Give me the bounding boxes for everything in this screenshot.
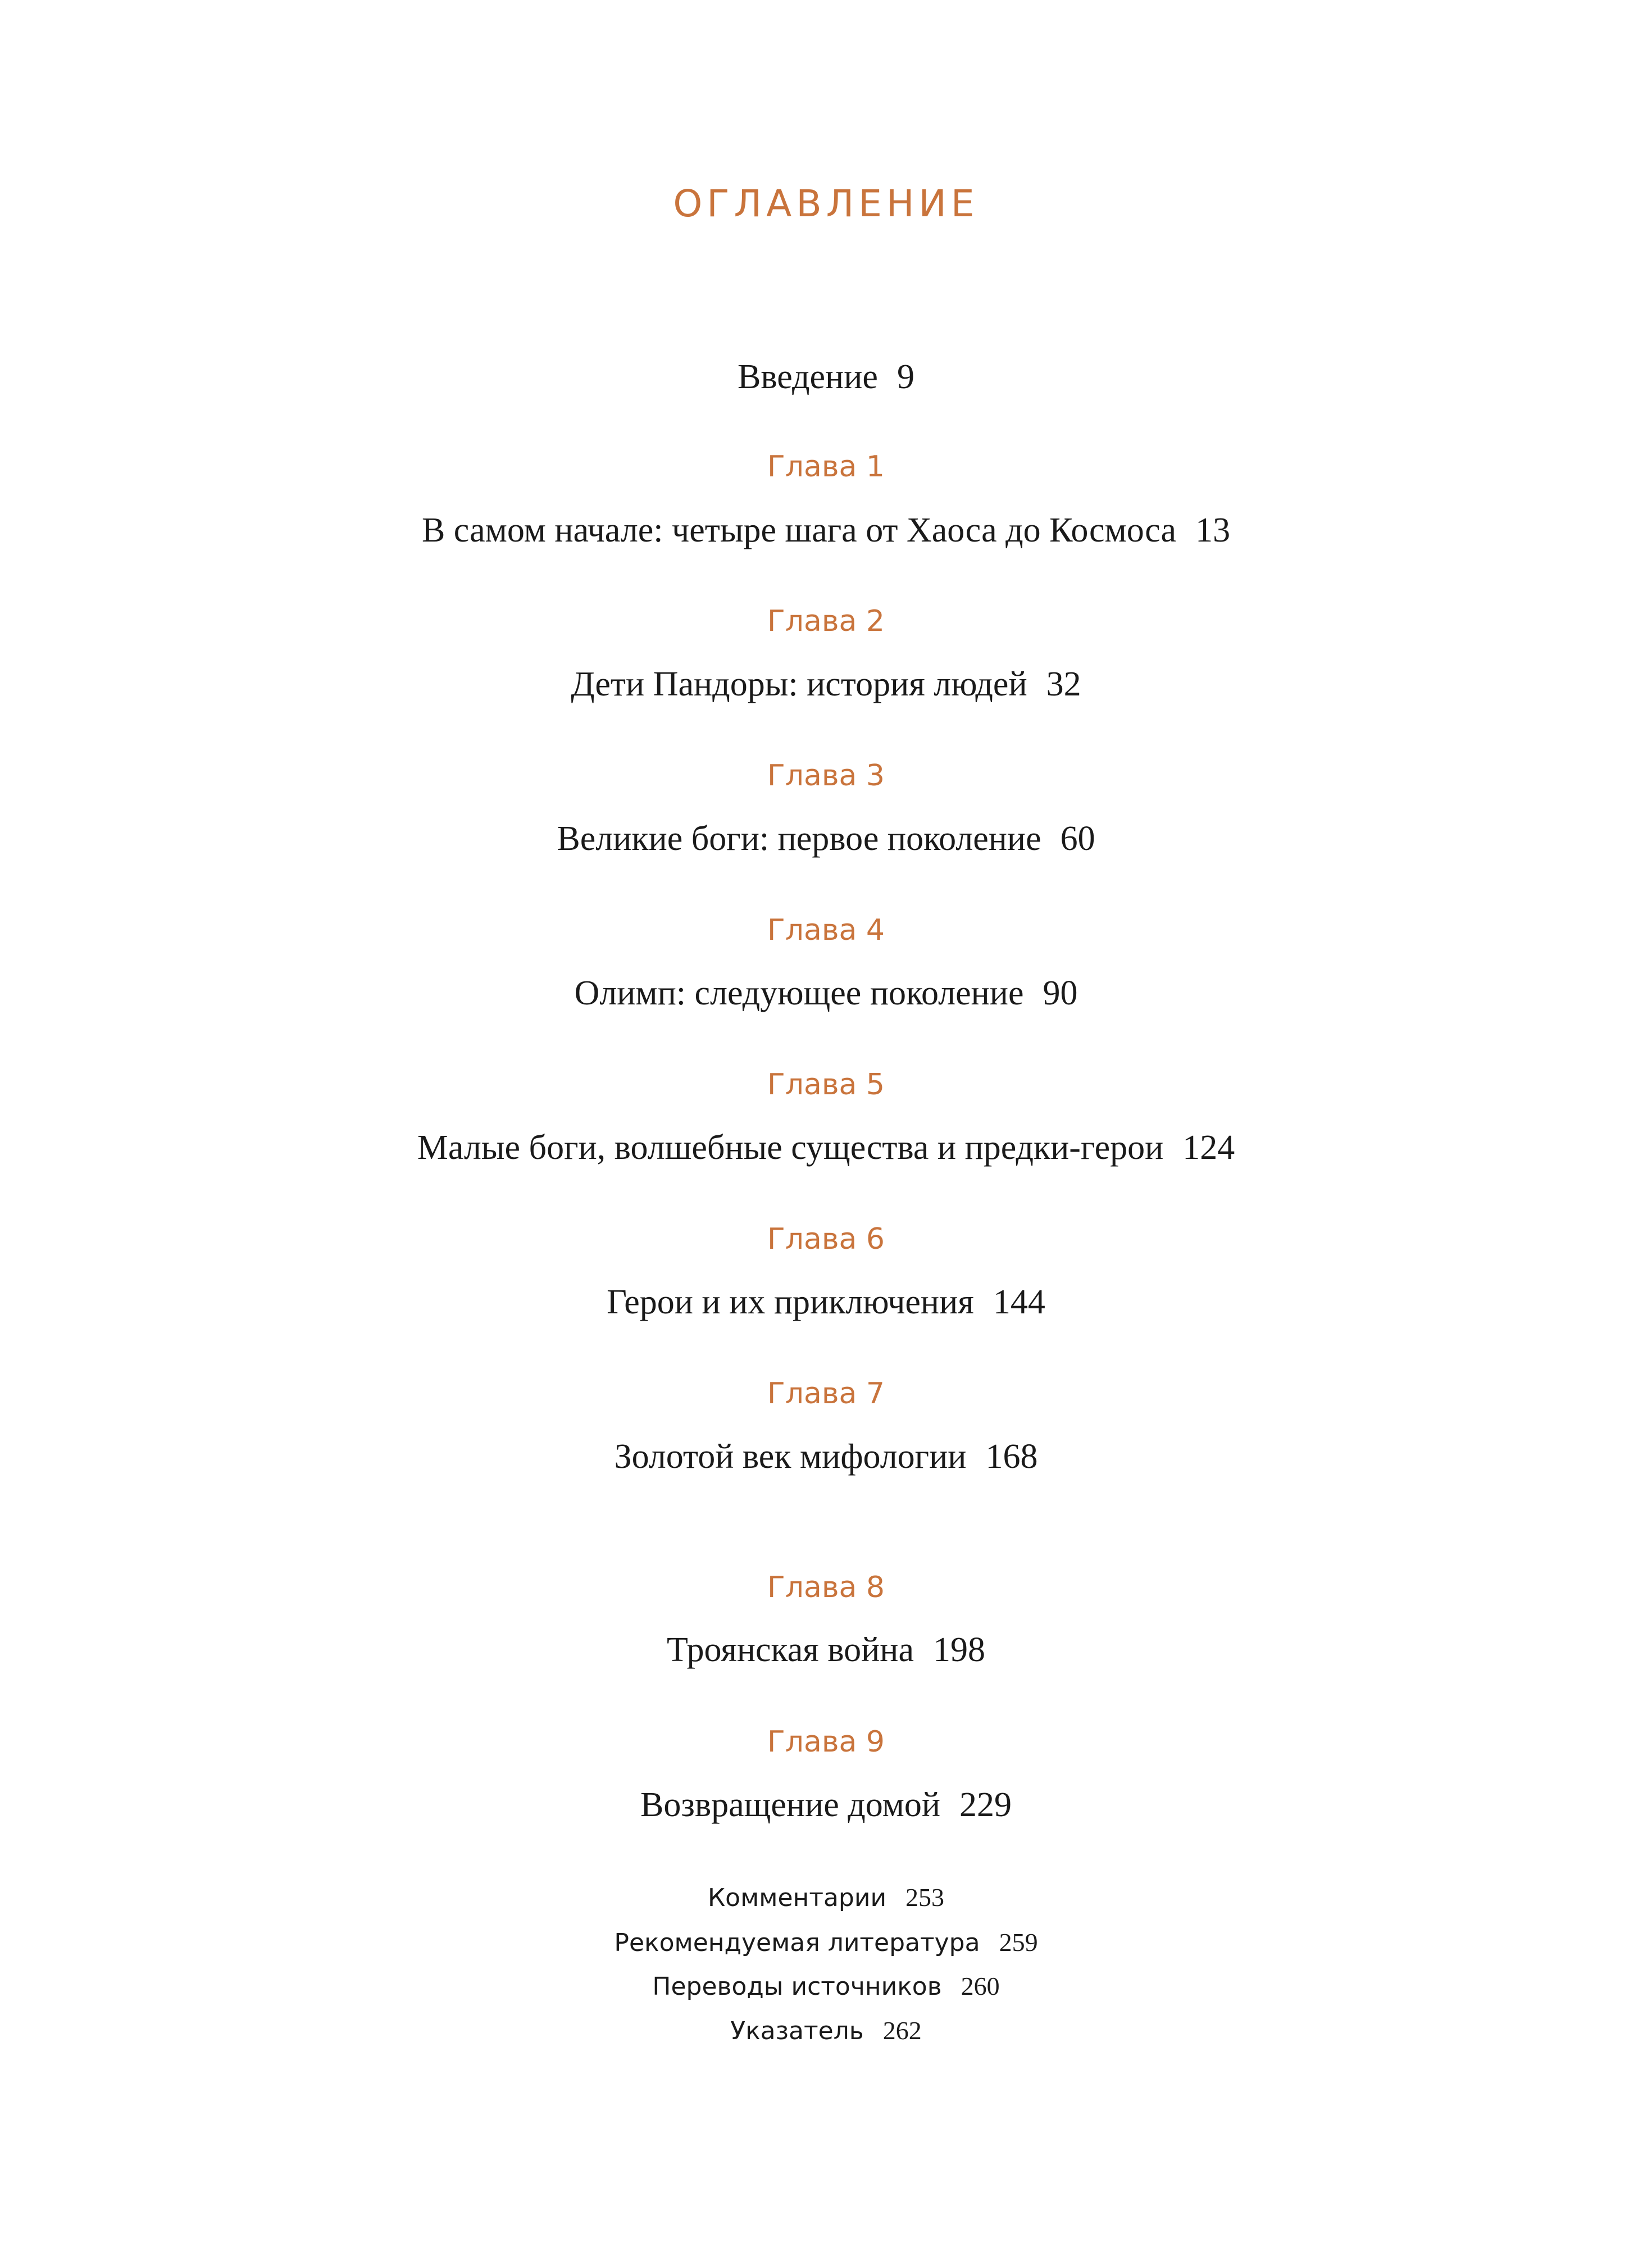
toc-appendix-page: 253 xyxy=(905,1883,945,1912)
toc-entry-page: 32 xyxy=(1046,665,1081,703)
toc-entry-title: Малые боги, волшебные существа и предки-герои xyxy=(417,1129,1164,1167)
toc-appendix-reading xyxy=(0,1930,1652,1955)
page-title: ОГЛАВЛЕНИЕ xyxy=(673,182,979,225)
toc-entry-title: Возвращение домой xyxy=(640,1786,941,1824)
toc-entry-intro xyxy=(0,360,1652,394)
toc-appendix-title: Указатель xyxy=(730,2017,864,2045)
toc-entry-page: 144 xyxy=(993,1283,1045,1321)
toc-entry-title: Троянская война xyxy=(667,1631,914,1669)
toc-entry-chapter-1 xyxy=(0,513,1652,548)
toc-appendix-title: Комментарии xyxy=(707,1884,887,1912)
toc-appendix-title: Переводы источников xyxy=(652,1972,942,2001)
toc-appendix-page: 262 xyxy=(882,2016,922,2045)
toc-entry-chapter-4 xyxy=(0,976,1652,1011)
toc-entry-title: Олимп: следующее поколение xyxy=(574,974,1024,1012)
chapter-label-6: Глава 6 xyxy=(767,1222,885,1256)
toc-entry-chapter-9 xyxy=(0,1787,1652,1822)
toc-entry-chapter-8 xyxy=(0,1632,1652,1667)
toc-entry-title: Герои и их приключения xyxy=(607,1283,974,1321)
chapter-label-1: Глава 1 xyxy=(767,450,885,484)
toc-entry-title: В самом начале: четыре шага от Хаоса до Космоса xyxy=(421,511,1177,549)
toc-entry-page: 168 xyxy=(985,1438,1038,1476)
toc-entry-page: 9 xyxy=(896,358,914,396)
toc-appendix-index xyxy=(0,2018,1652,2044)
toc-entry-title: Введение xyxy=(738,358,878,396)
chapter-label-5: Глава 5 xyxy=(767,1068,885,1102)
toc-entry-title: Золотой век мифологии xyxy=(614,1438,967,1476)
chapter-label-9: Глава 9 xyxy=(767,1725,885,1759)
toc-appendix-title: Рекомендуемая литература xyxy=(614,1928,980,1957)
chapter-label-2: Глава 2 xyxy=(767,604,885,638)
chapter-label-8: Глава 8 xyxy=(767,1571,885,1604)
toc-entry-page: 229 xyxy=(959,1786,1012,1824)
toc-entry-page: 90 xyxy=(1043,974,1078,1012)
toc-entry-title: Великие боги: первое поколение xyxy=(557,820,1041,858)
toc-entry-title: Дети Пандоры: история людей xyxy=(571,665,1027,703)
chapter-label-4: Глава 4 xyxy=(767,913,885,947)
toc-appendix-page: 260 xyxy=(961,1972,1000,2000)
toc-entry-chapter-5 xyxy=(0,1130,1652,1165)
toc-entry-page: 13 xyxy=(1195,511,1231,549)
toc-entry-chapter-7 xyxy=(0,1439,1652,1474)
toc-entry-chapter-2 xyxy=(0,667,1652,702)
chapter-label-7: Глава 7 xyxy=(767,1377,885,1411)
toc-appendix-comments xyxy=(0,1885,1652,1911)
toc-entry-page: 60 xyxy=(1060,820,1095,858)
toc-appendix-translations xyxy=(0,1973,1652,1999)
toc-appendix-page: 259 xyxy=(999,1928,1038,1957)
toc-entry-chapter-3 xyxy=(0,821,1652,856)
toc-entry-chapter-6 xyxy=(0,1285,1652,1320)
toc-entry-page: 124 xyxy=(1182,1129,1235,1167)
toc-entry-page: 198 xyxy=(933,1631,985,1669)
chapter-label-3: Глава 3 xyxy=(767,759,885,793)
